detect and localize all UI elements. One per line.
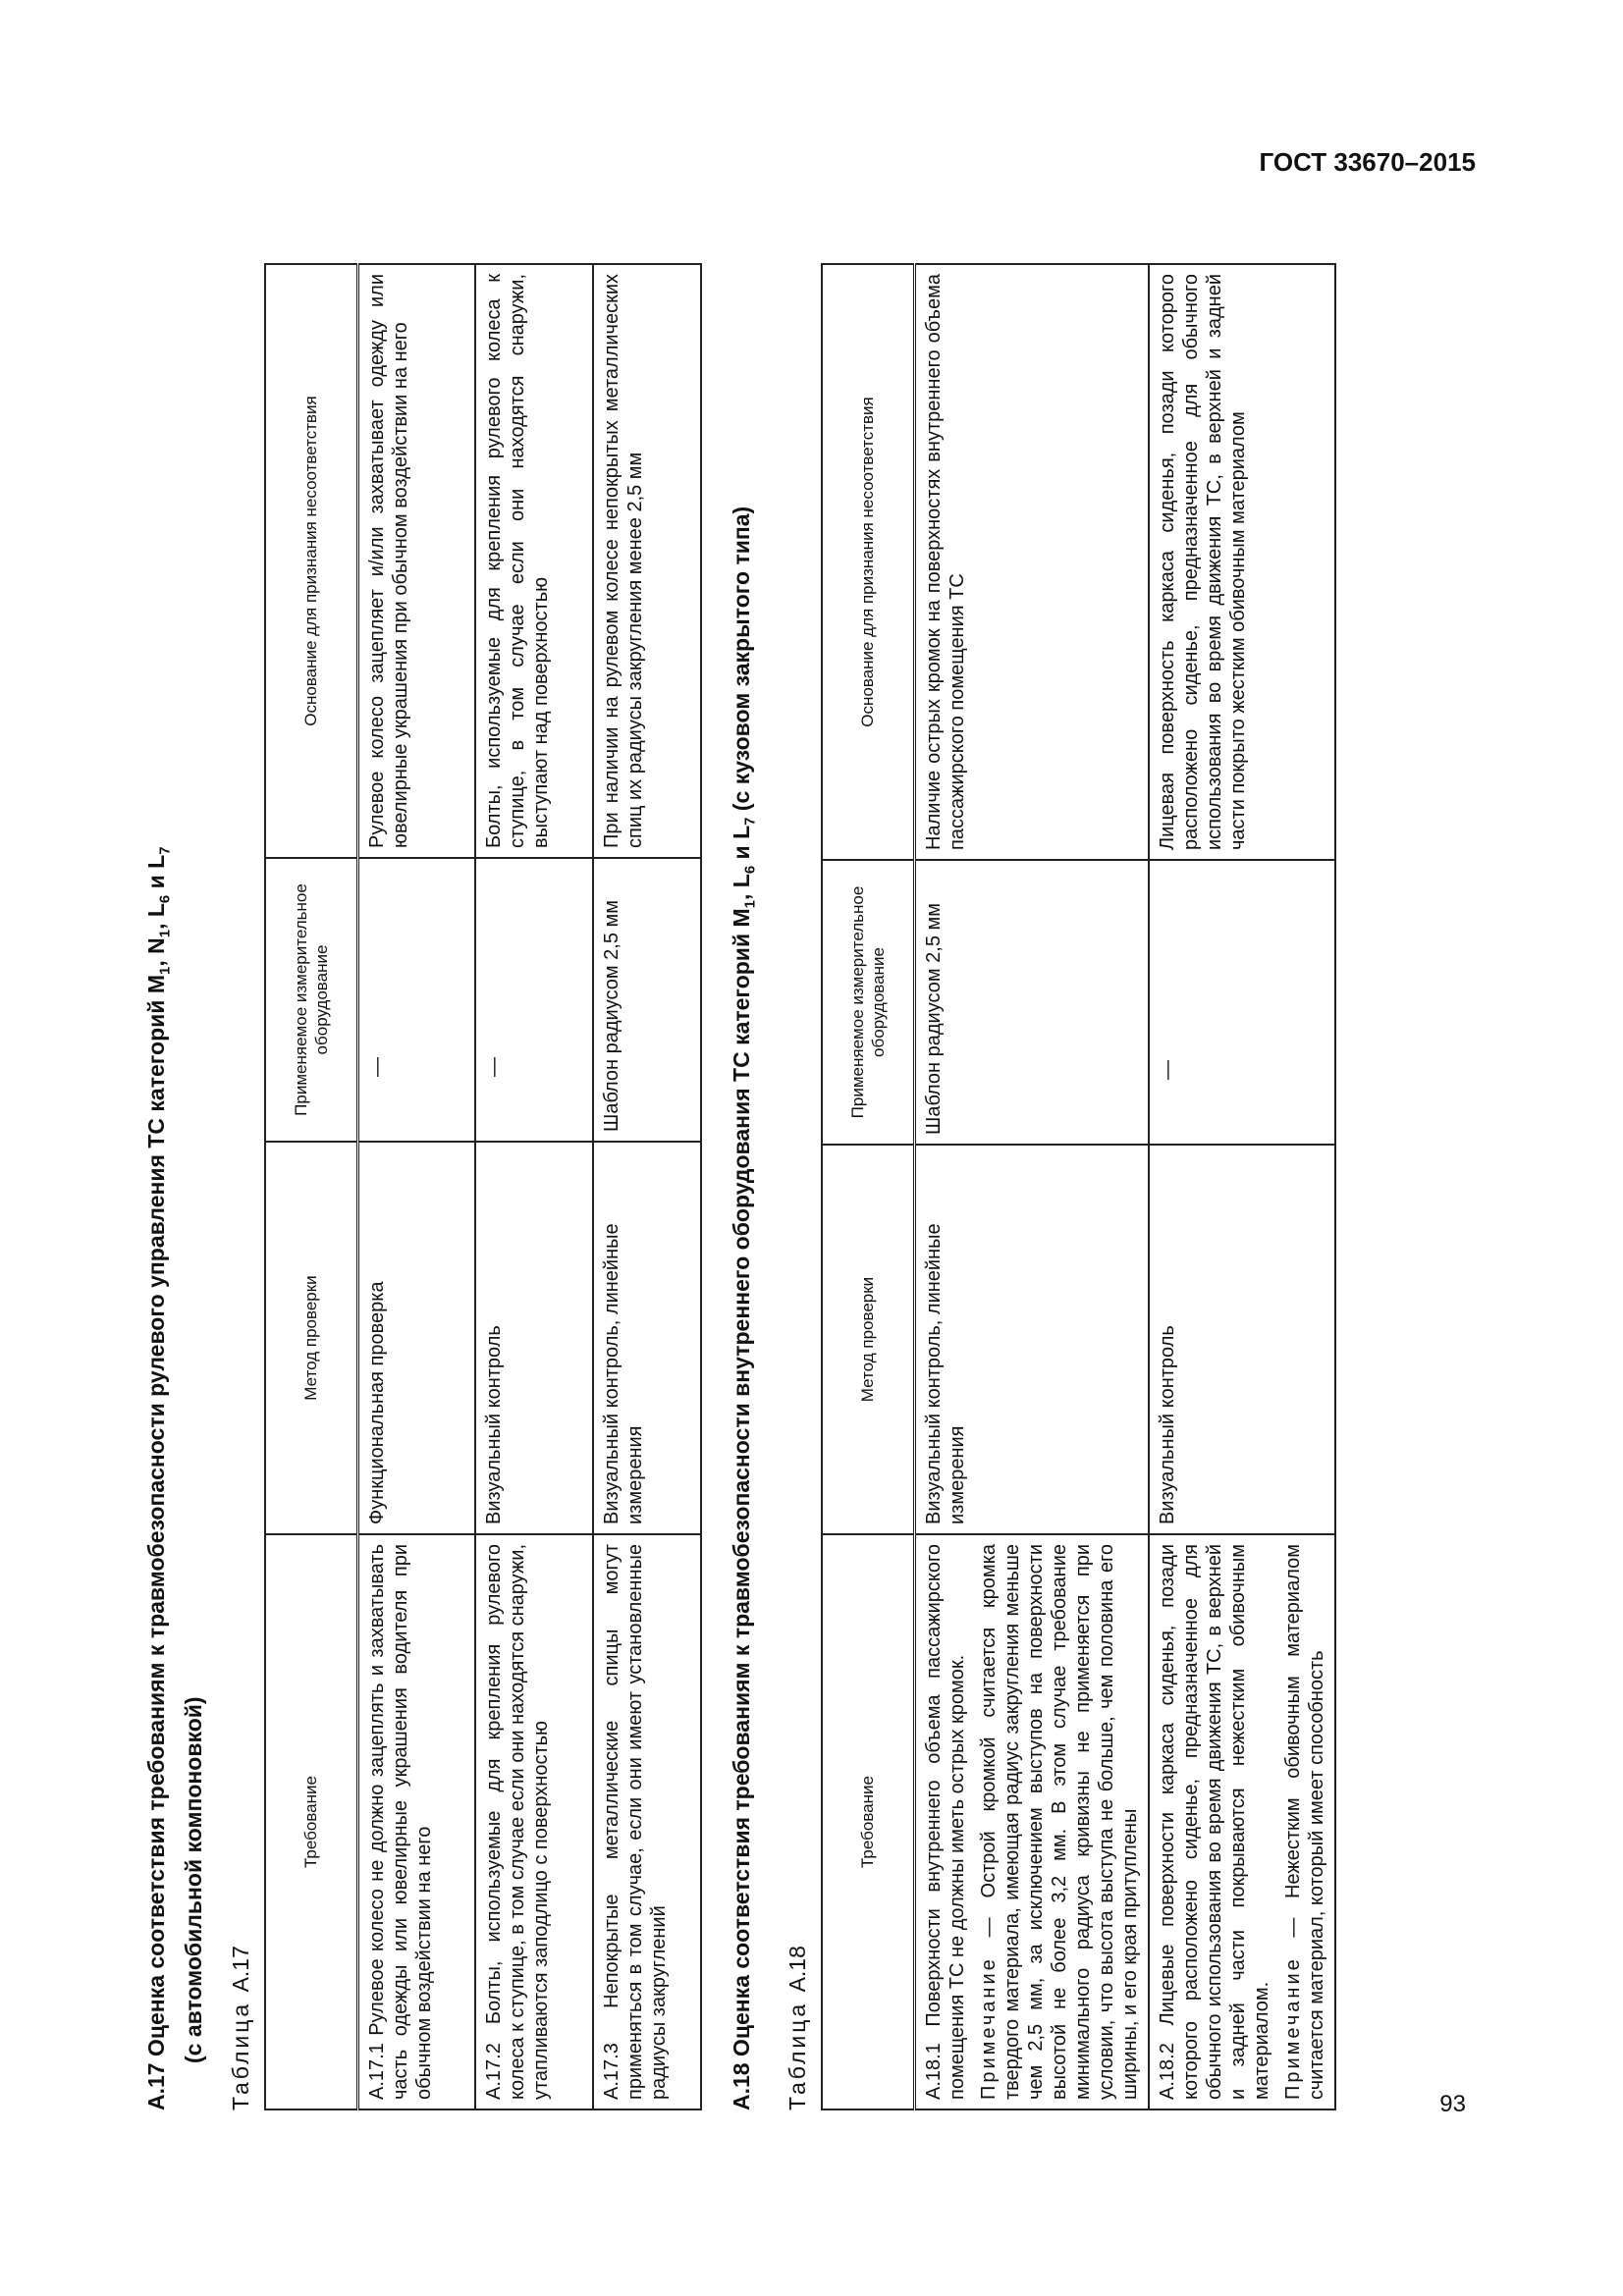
cell-method: Функциональная проверка xyxy=(357,1142,475,1534)
page-number: 93 xyxy=(1439,2091,1466,2117)
requirement-note: Примечание — Нежестким обивочным материалом считается материал, который имеет способность xyxy=(1281,1544,1327,2100)
section-a18-title: А.18 Оценка соответствия требованиям к травмобезопасности внутреннего оборудования ТС категорий $М_1$, $L_6$ и $L_7$ (с кузовом закрытого типа) xyxy=(729,506,759,2110)
rotated-page-content xyxy=(142,226,1497,2110)
header-method: Метод проверки xyxy=(265,1142,358,1534)
cell-method: Визуальный контроль, линейные измерения xyxy=(593,1142,701,1534)
header-requirement: Требование xyxy=(265,1534,358,2109)
table-header-row xyxy=(265,264,358,2109)
cell-requirement xyxy=(914,1534,1149,2109)
cell-equipment: — xyxy=(475,858,593,1142)
table-row xyxy=(357,264,475,2109)
cell-equipment: — xyxy=(357,858,475,1142)
table-header-row xyxy=(822,264,915,2109)
cell-requirement xyxy=(1149,1534,1335,2109)
header-requirement: Требование xyxy=(822,1534,915,2109)
header-equipment: Применяемое измерительное оборудование xyxy=(265,858,358,1142)
requirement-text: А.18.1 Поверхности внутреннего объема пассажирского помещения ТС не должны иметь острых кромок. xyxy=(922,1544,968,2100)
table-a18 xyxy=(821,263,1336,2110)
cell-basis: Наличие острых кромок на поверхностях внутреннего объема пассажирского помещения ТС xyxy=(914,264,1149,860)
document-code: ГОСТ 33670–2015 xyxy=(1259,147,1476,177)
cell-equipment: — xyxy=(1149,860,1335,1145)
header-basis: Основание для признания несоответствия xyxy=(265,264,358,858)
section-a17-title: А.17 Оценка соответствия требованиям к травмобезопасности рулевого управления ТС категорий $М_1$, $N_1$, $L_6$ и $L_7$ xyxy=(143,846,174,2110)
requirement-note: Примечание — Острой кромкой считается кромка твердого материала, имеющая радиус закругления меньше чем 2,5 мм, за исключением выступов на поверхности высотой не более 3,2 мм. В этом случае требование минимального радиуса кривизны не применяется при условии, что высота выступа не больше, чем половина его ширины, и его края притуплены xyxy=(977,1544,1141,2100)
cell-method: Визуальный контроль, линейные измерения xyxy=(914,1145,1149,1534)
header-method: Метод проверки xyxy=(822,1145,915,1534)
cell-basis: Болты, используемые для крепления рулевого колеса к ступице, в том случае если они находятся снаружи, выступают над поверхностью xyxy=(475,264,593,858)
table-row xyxy=(1149,264,1335,2109)
header-equipment: Применяемое измерительное оборудование xyxy=(822,860,915,1145)
table-row xyxy=(593,264,701,2109)
cell-method: Визуальный контроль xyxy=(475,1142,593,1534)
table-a17-caption: Таблица А.17 xyxy=(227,1946,253,2110)
cell-equipment: Шаблон радиусом 2,5 мм xyxy=(914,860,1149,1145)
table-row xyxy=(475,264,593,2109)
cell-requirement: А.17.2 Болты, используемые для крепления рулевого колеса к ступице, в том случае если они находятся снаружи, утапливаются заподлицо с поверхностью xyxy=(475,1534,593,2109)
cell-method: Визуальный контроль xyxy=(1149,1145,1335,1534)
cell-basis: Лицевая поверхность каркаса сиденья, позади которого расположено сиденье, предназначенное для обычного использования во время движения ТС, в верхней и задней части покрыто жестким обивочным материалом xyxy=(1149,264,1335,860)
table-a17 xyxy=(264,263,703,2110)
section-a17-subtitle: (с автомобильной компоновкой) xyxy=(180,1696,206,2063)
cell-requirement: А.17.1 Рулевое колесо не должно зацеплять и захватывать часть одежды или ювелирные украшения водителя при обычном воздействии на него xyxy=(357,1534,475,2109)
requirement-text: А.18.2 Лицевые поверхности каркаса сиденья, позади которого расположено сиденье, предназначенное для обычного использования во время движения ТС, в верхней и задней части покрываются нежестким обивочным материалом. xyxy=(1156,1544,1272,2100)
cell-basis: При наличии на рулевом колесе непокрытых металлических спиц их радиусы закругления менее 2,5 мм xyxy=(593,264,701,858)
header-basis: Основание для признания несоответствия xyxy=(822,264,915,860)
table-a18-caption: Таблица А.18 xyxy=(784,1946,810,2110)
table-row xyxy=(914,264,1149,2109)
cell-basis: Рулевое колесо зацепляет и/или захватывает одежду или ювелирные украшения при обычном воздействии на него xyxy=(357,264,475,858)
cell-equipment: Шаблон радиусом 2,5 мм xyxy=(593,858,701,1142)
cell-requirement: А.17.3 Непокрытые металлические спицы могут применяться в том случае, если они имеют установленные радиусы закруглений xyxy=(593,1534,701,2109)
